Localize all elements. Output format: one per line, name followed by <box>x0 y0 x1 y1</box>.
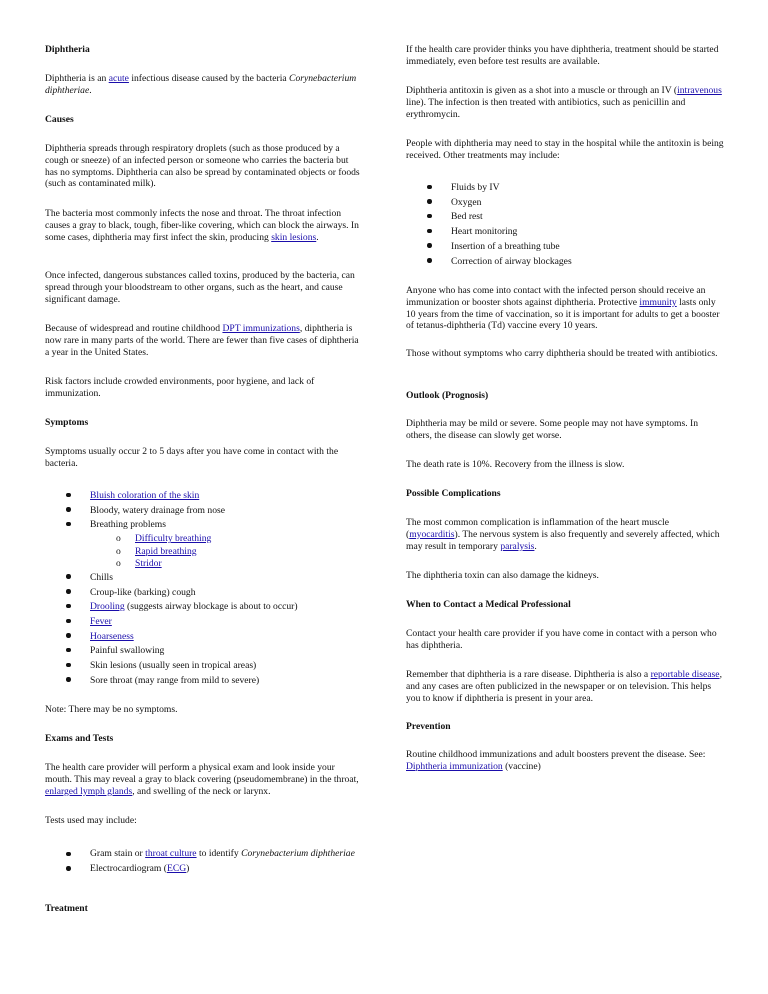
list-item-text: Gram stain or <box>90 848 146 859</box>
exams-heading: Exams and Tests <box>45 733 114 744</box>
link-drooling[interactable]: Drooling <box>90 601 125 613</box>
causes-text: Because of widespread and routine childhood <box>45 323 223 334</box>
prevention-text: Routine childhood immunizations and adult boosters prevent the disease. See: <box>406 749 706 760</box>
contact-heading: When to Contact a Medical Professional <box>406 599 571 610</box>
list-item: Skin lesions (usually seen in tropical areas) <box>45 659 363 674</box>
treatment-text: Anyone who has come into contact with the infected person should receive an immunization or booster shots against diphtheria. Protective <box>406 285 706 308</box>
link-enlarged-lymph-glands[interactable]: enlarged lymph glands <box>45 785 133 797</box>
treatment-paragraph-2 <box>406 85 724 120</box>
prevention-paragraph <box>406 749 724 773</box>
symptoms-heading: Symptoms <box>45 417 89 428</box>
list-item: Bloody, watery drainage from nose <box>45 504 363 519</box>
tests-list <box>45 848 363 875</box>
treatment-text-end: lasts only 10 years from the time of vaccination, so it is important for adults to get a booster of tetanus-diphtheria (Td) vaccine every 10 years. <box>406 296 720 332</box>
prevention-text-end: (vaccine) <box>502 760 541 772</box>
link-rapid-breathing[interactable]: Rapid breathing <box>135 545 197 557</box>
outlook-paragraph-1: Diphtheria may be mild or severe. Some people may not have symptoms. In others, the disease can slowly get worse. <box>406 418 699 441</box>
complications-paragraph-2: The diphtheria toxin can also damage the kidneys. <box>406 570 599 581</box>
treatment-text: Diphtheria antitoxin is given as a shot into a muscle or through an IV ( <box>406 85 678 96</box>
causes-paragraph-1: Diphtheria spreads through respiratory droplets (such as those produced by a cough or sneeze) of an infected person or someone who carries the bacteria but has no symptoms. Diphtheria can also be spread by contaminated objects or foods (such as contaminated milk). <box>45 143 360 190</box>
outlook-paragraph-2: The death rate is 10%. Recovery from the illness is slow. <box>406 459 625 470</box>
tests-intro: Tests used may include: <box>45 815 137 826</box>
link-paralysis[interactable]: paralysis <box>500 540 535 552</box>
link-fever[interactable]: Fever <box>90 616 112 627</box>
list-item-text: to identify <box>196 848 242 859</box>
exams-text-end: , and swelling of the neck or larynx. <box>132 785 271 797</box>
symptoms-intro: Symptoms usually occur 2 to 5 days after you have come in contact with the bacteria. <box>45 446 339 469</box>
intro-paragraph <box>45 73 363 97</box>
symptoms-list <box>45 489 363 689</box>
contact-paragraph-1: Contact your health care provider if you have come in contact with a person who has diphtheria. <box>406 628 717 651</box>
list-item <box>45 600 363 615</box>
treatment-heading: Treatment <box>45 903 88 914</box>
link-skin-lesions[interactable]: skin lesions <box>271 231 317 243</box>
causes-text-end: . <box>316 231 319 243</box>
page-title: Diphtheria <box>45 44 90 55</box>
exams-paragraph <box>45 762 363 797</box>
intro-text: Diphtheria is an <box>45 73 109 84</box>
link-bluish-coloration[interactable]: Bluish coloration of the skin <box>90 490 200 501</box>
sub-list-item <box>90 533 363 546</box>
causes-text-end: , diphtheria is now rare in many parts of the world. There are fewer than five cases of diphtheria a year in the United States. <box>45 323 359 358</box>
treatment-paragraph-1: If the health care provider thinks you have diphtheria, treatment should be started immediately, even before test results are available. <box>406 44 719 67</box>
list-item-label: Breathing problems <box>90 519 166 531</box>
list-item: Painful swallowing <box>45 644 363 659</box>
link-dpt-immunizations[interactable]: DPT immunizations <box>222 323 300 334</box>
species-name: Corynebacterium diphtheriae <box>45 73 357 96</box>
link-difficulty-breathing[interactable]: Difficulty breathing <box>135 533 212 545</box>
causes-paragraph-3: Once infected, dangerous substances called toxins, produced by the bacteria, can spread through your bloodstream to other organs, such as the heart, and cause significant damage. <box>45 270 355 305</box>
list-item: Correction of airway blockages <box>406 255 724 270</box>
symptoms-note: Note: There may be no symptoms. <box>45 704 178 715</box>
list-item: Heart monitoring <box>406 225 724 240</box>
contact-text: Remember that diphtheria is a rare disease. Diphtheria is also a <box>406 669 651 680</box>
list-item-text: (suggests airway blockage is about to occur) <box>124 601 298 613</box>
link-hoarseness[interactable]: Hoarseness <box>90 630 134 642</box>
causes-heading: Causes <box>45 114 74 125</box>
list-item <box>45 863 363 875</box>
sub-list-item <box>90 558 363 571</box>
treatment-paragraph-4 <box>406 285 724 332</box>
list-item: Croup-like (barking) cough <box>45 586 363 601</box>
list-item: Insertion of a breathing tube <box>406 240 724 255</box>
list-item <box>45 615 363 630</box>
sub-list-item <box>90 546 363 559</box>
link-myocarditis[interactable]: myocarditis <box>409 528 455 540</box>
causes-paragraph-4 <box>45 323 363 358</box>
list-item: Bed rest <box>406 210 724 225</box>
treatment-paragraph-5: Those without symptoms who carry diphtheria should be treated with antibiotics. <box>406 348 718 359</box>
list-item: Chills <box>45 571 363 586</box>
link-throat-culture[interactable]: throat culture <box>145 848 197 859</box>
link-acute[interactable]: acute <box>108 73 129 84</box>
link-stridor[interactable]: Stridor <box>135 558 162 570</box>
treatment-paragraph-3: People with diphtheria may need to stay in the hospital while the antitoxin is being received. Other treatments may include: <box>406 138 724 161</box>
causes-paragraph-2 <box>45 208 363 243</box>
species-name: Corynebacterium diphtheriae <box>241 848 355 859</box>
link-reportable-disease[interactable]: reportable disease <box>650 669 720 680</box>
outlook-heading: Outlook (Prognosis) <box>406 390 489 401</box>
list-item <box>45 848 363 860</box>
list-item: Fluids by IV <box>406 181 724 196</box>
link-intravenous[interactable]: intravenous <box>677 85 722 96</box>
list-item: Oxygen <box>406 196 724 211</box>
list-item <box>45 489 363 504</box>
list-item <box>45 630 363 645</box>
link-immunity[interactable]: immunity <box>639 296 677 308</box>
treatment-list <box>406 181 724 269</box>
list-item <box>45 518 363 570</box>
causes-text: The bacteria most commonly infects the nose and throat. The throat infection causes a gray to black, tough, fiber-like covering, which can block the airways. In some cases, diphtheria may first infect the skin, producing <box>45 208 359 243</box>
treatment-text-end: line). The infection is then treated with antibiotics, such as penicillin and erythromycin. <box>406 96 686 120</box>
intro-text-2: infectious disease caused by the bacteria <box>128 73 290 84</box>
link-diphtheria-immunization[interactable]: Diphtheria immunization <box>406 760 503 772</box>
contact-text-end: , and any cases are often publicized in the newspaper or on television. This helps you to know if diphtheria is present in your area. <box>406 669 722 704</box>
contact-paragraph-2 <box>406 669 724 704</box>
breathing-sublist <box>90 533 363 571</box>
complications-paragraph-1 <box>406 517 724 552</box>
complications-text-2: ). The nervous system is also frequently and severely affected, which may result in temporary <box>406 528 720 552</box>
causes-paragraph-5: Risk factors include crowded environments, poor hygiene, and lack of immunization. <box>45 376 315 399</box>
prevention-heading: Prevention <box>406 721 451 732</box>
list-item-text: ) <box>186 862 190 874</box>
complications-text: The most common complication is inflammation of the heart muscle ( <box>406 517 669 540</box>
link-ecg[interactable]: ECG <box>166 862 187 874</box>
exams-text: The health care provider will perform a physical exam and look inside your mouth. This may reveal a gray to black covering (pseudomembrane) in the throat, <box>45 762 359 785</box>
list-item: Sore throat (may range from mild to severe) <box>45 674 363 689</box>
list-item-text: Electrocardiogram ( <box>90 862 167 874</box>
intro-text-3: . <box>89 84 92 96</box>
complications-text-end: . <box>534 540 537 552</box>
complications-heading: Possible Complications <box>406 488 501 499</box>
